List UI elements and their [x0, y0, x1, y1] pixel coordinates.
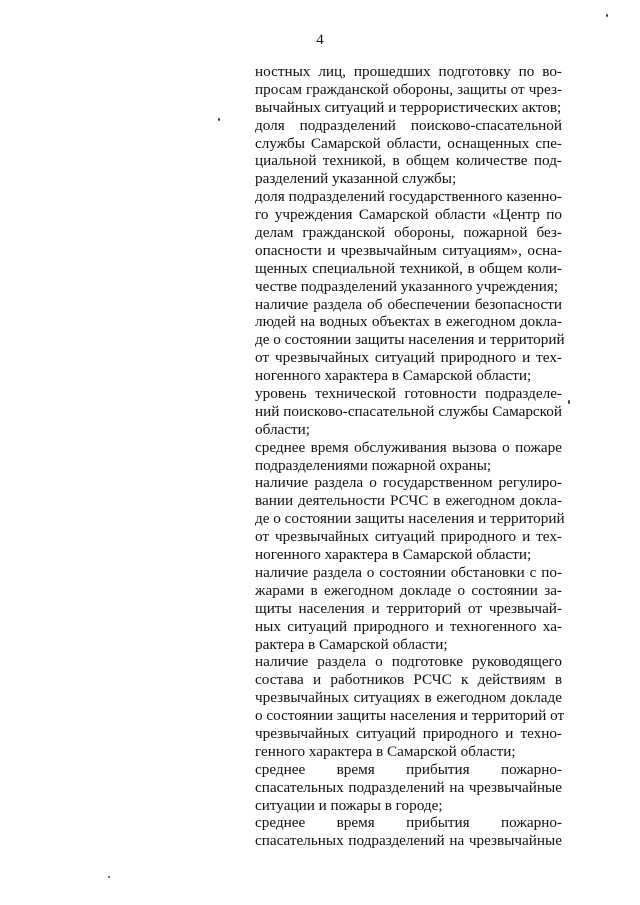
text-line: от чрезвычайных ситуаций природного и тех- — [255, 349, 562, 367]
text-line: среднее время обслуживания вызова о пожаре — [255, 438, 562, 456]
text-line: доля подразделений государственного казенно- — [255, 188, 562, 206]
text-line: наличие раздела о государственном регулиро- — [255, 474, 562, 492]
text-line: жарами в ежегодном докладе о состоянии за- — [255, 581, 562, 599]
text-line: де о состоянии защиты населения и территорий — [255, 510, 565, 528]
text-line: состава и работников РСЧС к действиям в — [255, 671, 562, 689]
page-number: 4 — [316, 32, 324, 48]
text-line: ных ситуаций природного и техногенного ха- — [255, 617, 562, 635]
scan-speck — [568, 400, 570, 404]
text-line: го учреждения Самарской области «Центр по — [255, 206, 562, 224]
text-line: спасательных подразделений на чрезвычайные — [255, 832, 562, 850]
text-line: щенных специальной техникой, в общем коли- — [255, 259, 562, 277]
text-line: среднее время прибытия пожарно- — [255, 760, 562, 778]
text-line: спасательных подразделений на чрезвычайные — [255, 778, 562, 796]
text-line: от чрезвычайных ситуаций природного и тех- — [255, 528, 562, 546]
text-line: генного характера в Самарской области; — [255, 742, 516, 760]
paragraph — [255, 761, 562, 815]
text-line: щиты населения и территорий от чрезвычай- — [255, 599, 562, 617]
text-line: вании деятельности РСЧС в ежегодном докла- — [255, 492, 562, 510]
paragraph — [255, 63, 562, 117]
paragraph — [255, 474, 565, 564]
document-body — [255, 63, 565, 850]
paragraph — [255, 564, 562, 653]
text-line: ний поисково-спасательной службы Самарской — [255, 402, 562, 420]
text-line: ногенного характера в Самарской области; — [255, 546, 532, 564]
text-line: просам гражданской обороны, защиты от чрез- — [255, 80, 562, 98]
text-line: людей на водных объектах в ежегодном докла- — [255, 313, 562, 331]
text-line: циальной техникой, в общем количестве под- — [255, 152, 562, 170]
paragraph — [255, 188, 562, 295]
paragraph — [255, 439, 562, 475]
text-line: области; — [255, 420, 310, 438]
text-line: опасности и чрезвычайным ситуациям», осна- — [255, 241, 562, 259]
text-line: разделений указанной службы; — [255, 170, 457, 188]
text-line: ногенного характера в Самарской области; — [255, 367, 532, 385]
text-line: наличие раздела о состоянии обстановки с по- — [255, 563, 562, 581]
text-line: службы Самарской области, оснащенных спе- — [255, 134, 562, 152]
text-line: ностных лиц, прошедших подготовку по во- — [255, 63, 562, 80]
paragraph — [255, 295, 565, 385]
text-line: о состоянии защиты населения и территорий от — [255, 707, 565, 725]
text-line: де о состоянии защиты населения и территорий — [255, 331, 565, 349]
text-line: наличие раздела об обеспечении безопасности — [255, 295, 562, 313]
paragraph — [255, 653, 565, 760]
text-line: чрезвычайных ситуациях в ежегодном докладе — [255, 689, 562, 707]
text-line: вычайных ситуаций и террористических актов; — [255, 98, 562, 116]
text-line: доля подразделений поисково-спасательной — [255, 116, 562, 134]
paragraph — [255, 385, 562, 439]
scan-speck — [218, 118, 220, 121]
text-line: честве подразделений указанного учреждения; — [255, 277, 559, 295]
text-line: делам гражданской обороны, пожарной без- — [255, 224, 562, 242]
paragraph — [255, 117, 562, 189]
paragraph — [255, 814, 562, 850]
text-line: наличие раздела о подготовке руководящего — [255, 653, 562, 671]
text-line: уровень технической готовности подразделе- — [255, 385, 562, 403]
text-line: рактера в Самарской области; — [255, 635, 448, 653]
text-line: ситуации и пожары в городе; — [255, 796, 443, 814]
text-line: подразделениями пожарной охраны; — [255, 456, 492, 474]
scan-speck — [108, 876, 110, 878]
text-line: среднее время прибытия пожарно- — [255, 814, 562, 832]
scan-speck — [606, 14, 608, 17]
text-line: чрезвычайных ситуаций природного и техно- — [255, 724, 562, 742]
